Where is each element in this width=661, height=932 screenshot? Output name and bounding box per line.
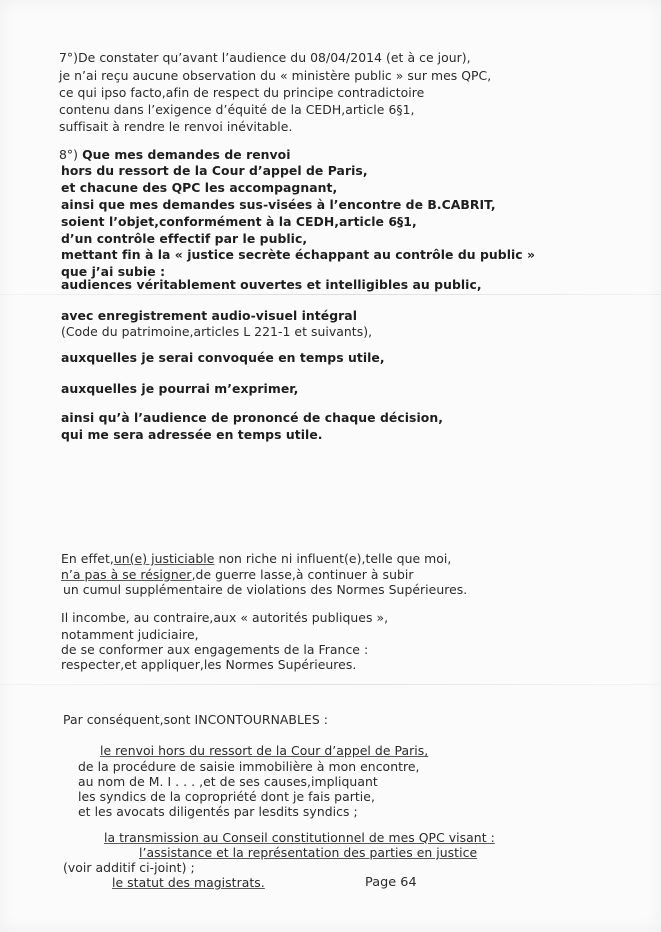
section7-line-1: 7°)De constater qu’avant l’audience du 08/04/2014 (et à ce jour),	[59, 50, 471, 65]
section7-line-5: suffisait à rendre le renvoi inévitable.	[59, 119, 293, 134]
en-effet-suffix: non riche ni influent(e),telle que moi,	[214, 551, 452, 566]
condition-convoquee: auxquelles je serai convoquée en temps utile,	[61, 350, 385, 365]
condition-code-patrimoine: (Code du patrimoine,articles L 221-1 et suivants),	[61, 324, 373, 339]
il-incombe-line-4: respecter,et appliquer,les Normes Supérieures.	[61, 657, 357, 672]
consequent-intro: Par conséquent,sont INCONTOURNABLES :	[63, 712, 328, 727]
en-effet-line-2	[61, 567, 414, 582]
il-incombe-line-2: notamment judiciaire,	[61, 627, 199, 642]
il-incombe-line-1: Il incombe, au contraire,aux « autorités publiques »,	[61, 610, 389, 625]
en-effet-resigner: n’a pas à se résigner	[61, 567, 192, 582]
section7-line-4: contenu dans l’exigence d’équité de la CEDH,article 6§1,	[59, 102, 415, 117]
section8-number: 8°)	[59, 147, 79, 162]
en-effet-line-1	[61, 551, 451, 566]
section8-heading: Que mes demandes de renvoi	[82, 147, 291, 162]
renvoi-line-3: les syndics de la copropriété dont je fais partie,	[78, 789, 375, 804]
condition-prononce-2: qui me sera adressée en temps utile.	[61, 427, 323, 442]
renvoi-line-1: de la procédure de saisie immobilière à mon encontre,	[78, 759, 420, 774]
condition-exprimer: auxquelles je pourrai m’exprimer,	[61, 381, 299, 396]
section8-line-1	[59, 147, 291, 162]
condition-enregistrement: avec enregistrement audio-visuel intégral	[61, 308, 358, 323]
renvoi-heading: le renvoi hors du ressort de la Cour d’appel de Paris,	[100, 743, 429, 758]
section8-line-7: mettant fin à la « justice secrète échappant au contrôle du public »	[61, 247, 536, 262]
section8-line-3: et chacune des QPC les accompagnant,	[61, 180, 338, 195]
en-effet-line-2-rest: ,de guerre lasse,à continuer à subir	[191, 567, 414, 582]
il-incombe-line-3: de se conformer aux engagements de la France :	[61, 642, 369, 657]
scan-fold-line	[0, 294, 661, 295]
page-number: Page 64	[365, 875, 417, 890]
section8-line-4: ainsi que mes demandes sus-visées à l’encontre de B.CABRIT,	[61, 197, 496, 212]
section8-line-8: que j’ai subie :	[61, 264, 166, 279]
section7-line-3: ce qui ipso facto,afin de respect du principe contradictoire	[59, 85, 425, 100]
statut-magistrats: le statut des magistrats.	[112, 875, 265, 890]
section8-line-6: d’un contrôle effectif par le public,	[61, 231, 308, 246]
condition-prononce-1: ainsi qu’à l’audience de prononcé de chaque décision,	[61, 410, 443, 425]
renvoi-line-2: au nom de M. I . . . ,et de ses causes,impliquant	[78, 774, 378, 789]
en-effet-line-3: un cumul supplémentaire de violations des Normes Supérieures.	[63, 582, 468, 597]
en-effet-prefix: En effet,	[61, 551, 114, 566]
section8-line-5: soient l’objet,conformément à la CEDH,article 6§1,	[61, 214, 417, 229]
assistance-line: l’assistance et la représentation des parties en justice	[139, 845, 478, 860]
en-effet-justiciable: un(e) justiciable	[113, 551, 215, 566]
voir-additif: (voir additif ci-joint) ;	[63, 860, 195, 875]
section7-line-2: je n’ai reçu aucune observation du « ministère public » sur mes QPC,	[59, 68, 492, 83]
scan-fold-line-2	[0, 684, 661, 685]
section8-line-2: hors du ressort de la Cour d’appel de Paris,	[61, 163, 368, 178]
condition-audiences: audiences véritablement ouvertes et intelligibles au public,	[61, 277, 482, 292]
renvoi-line-4: et les avocats diligentés par lesdits syndics ;	[78, 804, 358, 819]
transmission-heading: la transmission au Conseil constitutionnel de mes QPC visant :	[104, 830, 495, 845]
